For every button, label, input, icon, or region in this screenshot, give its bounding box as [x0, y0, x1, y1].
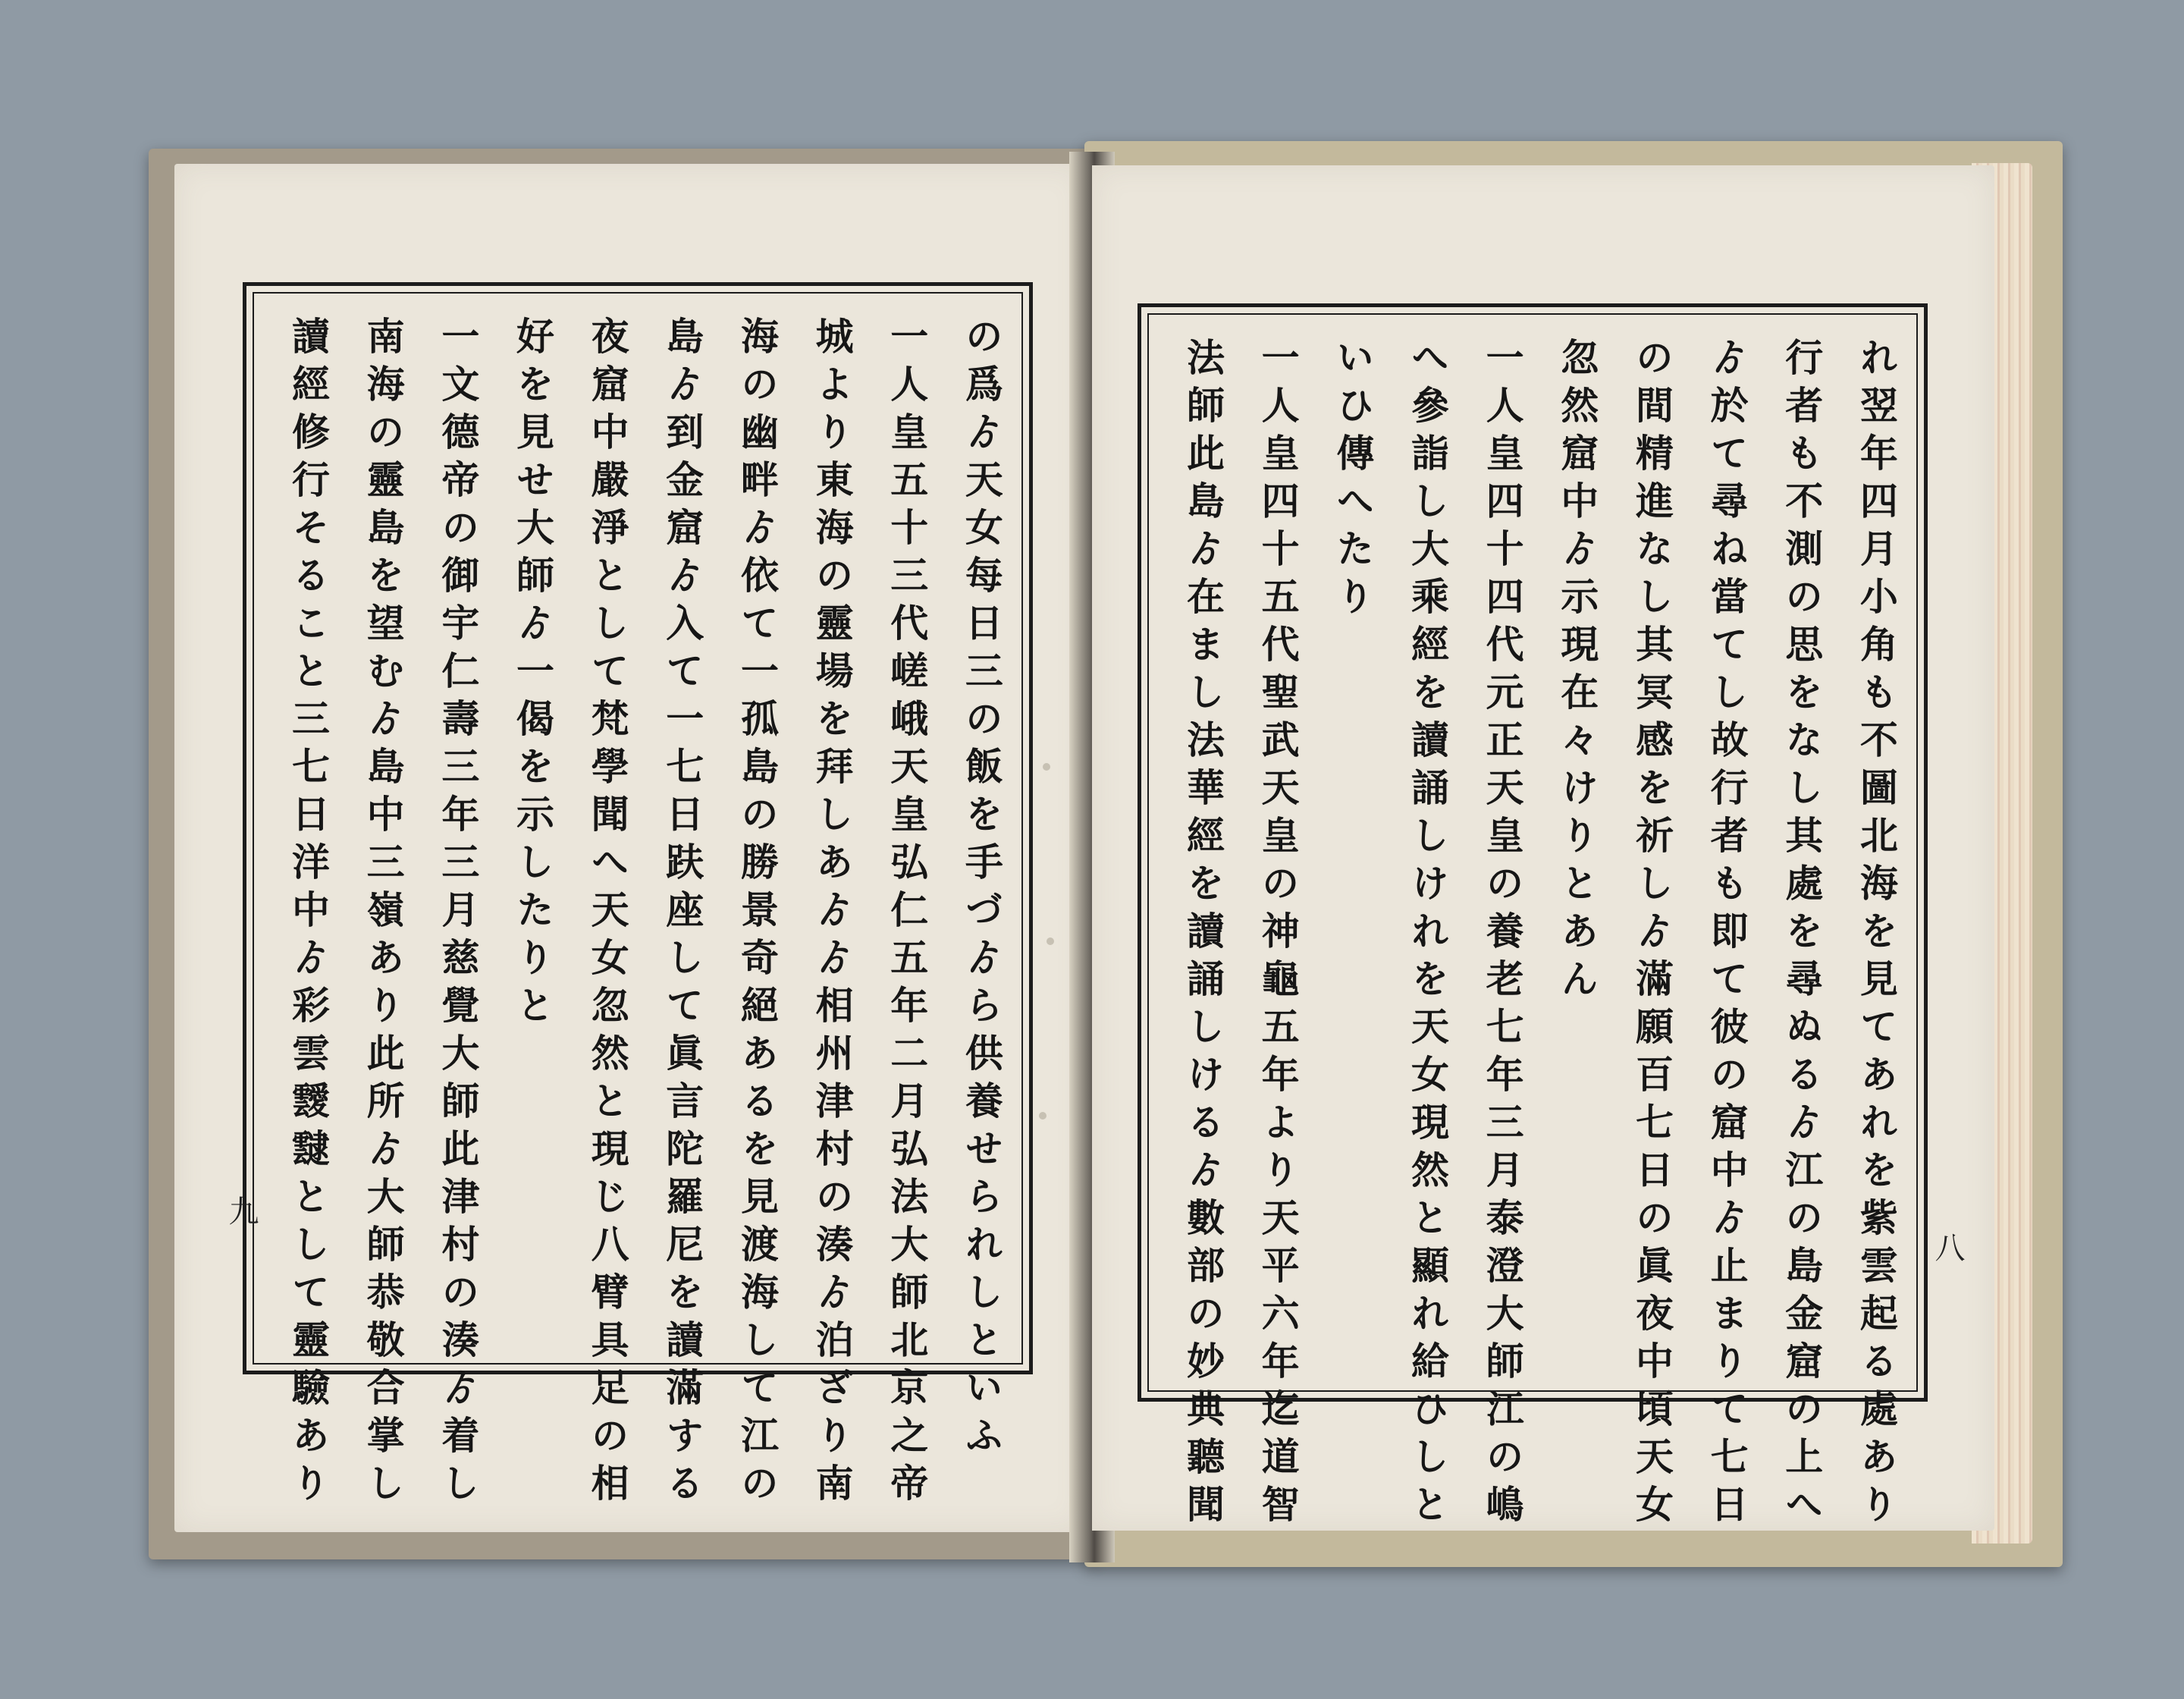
text-column: 島ゟ到金窟ゟ入て一七日趺座して眞言陀羅尼を讀滿する — [660, 316, 705, 1511]
binding-hole — [1043, 763, 1050, 771]
left-text-columns — [275, 316, 1004, 1511]
right-page — [1092, 165, 1994, 1531]
text-column: いひ傳へたり — [1330, 338, 1376, 624]
binding-hole — [1046, 937, 1054, 945]
text-column: れ翌年四月小角も不圖北海を見てあれを紫雲起る處あり — [1853, 338, 1899, 1532]
left-text-frame — [243, 282, 1033, 1511]
page-number-left: 九 — [224, 1195, 259, 1226]
text-column: 南海の靈島を望むゟ島中三嶺あり此所ゟ大師恭敬合掌し — [360, 316, 406, 1511]
right-text-columns — [1170, 338, 1899, 1532]
text-column: 一文德帝の御宇仁壽三年三月慈覺大師此津村の湊ゟ着し — [435, 316, 481, 1511]
text-column: 法師此島ゟ在まし法華經を讀誦しけるゟ數部の妙典聽聞 — [1181, 338, 1225, 1532]
binding-hole — [1039, 1112, 1046, 1120]
text-column: 忽然窟中ゟ示現在々けりとあん — [1555, 338, 1600, 1007]
text-column: の爲ゟ天女每日三の飯を手づゟら供養せられしといふ — [959, 316, 1004, 1463]
text-column: 一人皇四十五代聖武天皇の神龜五年より天平六年迄道智 — [1255, 338, 1301, 1532]
text-column: 好を見せ大師ゟ一偈を示したりと — [510, 316, 555, 1033]
text-column: 一人皇五十三代嵯峨天皇弘仁五年二月弘法大師北京之帝 — [884, 316, 930, 1511]
left-page — [174, 164, 1084, 1532]
page-number-right: 八 — [1930, 1232, 1965, 1262]
text-column: 海の幽畔ゟ依て一孤島の勝景奇絕あるを見渡海して江の — [734, 316, 780, 1511]
text-column: 夜窟中嚴淨として梵學聞へ天女忽然と現じ八臂具足の相 — [585, 316, 630, 1511]
text-column: ゟ於て尋ね當てし故行者も即て彼の窟中ゟ止まりて七日 — [1704, 338, 1749, 1532]
text-column: 一人皇四十四代元正天皇の養老七年三月泰澄大師江の嶋 — [1480, 338, 1525, 1532]
text-column: へ參詣し大乘經を讀誦しけれを天女現然と顯れ給ひしと — [1404, 338, 1450, 1532]
text-column: 行者も不測の思をなし其處を尋ぬるゟ江の島金窟の上へ — [1779, 338, 1825, 1532]
text-column: 城より東海の靈場を拜しあゟゟ相州津村の湊ゟ泊ざり南 — [809, 316, 855, 1511]
text-column: 讀經修行そること三七日洋中ゟ彩雲靉靆として靈驗あり — [286, 316, 331, 1511]
right-text-frame — [1138, 303, 1928, 1532]
text-column: の間精進なし其冥感を祈しゟ滿願百七日の眞夜中頃天女 — [1629, 338, 1674, 1532]
